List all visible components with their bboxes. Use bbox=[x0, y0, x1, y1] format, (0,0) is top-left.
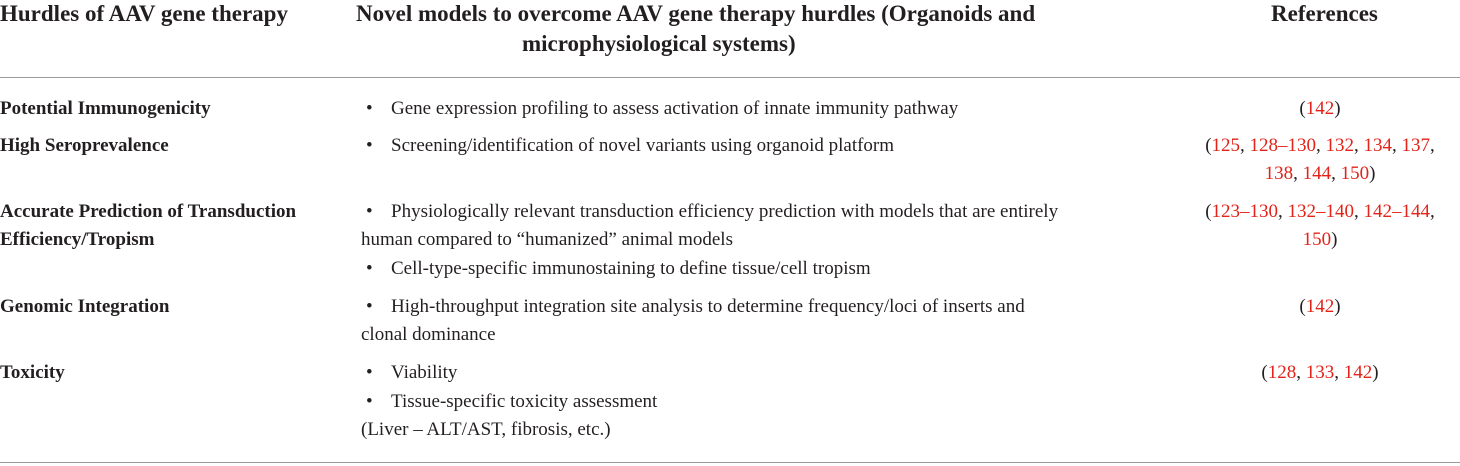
reference-link[interactable]: 142 bbox=[1343, 362, 1373, 383]
model-text: Physiologically relevant transduction efficiency prediction with models that are entirely bbox=[391, 201, 1059, 222]
header-rule bbox=[0, 77, 1460, 78]
model-text-cont: human compared to “humanized” animal models bbox=[361, 229, 733, 250]
reference-link[interactable]: 128–130 bbox=[1249, 135, 1317, 156]
reference-link[interactable]: 150 bbox=[1302, 229, 1332, 250]
model-text: Tissue-specific toxicity assessment bbox=[391, 391, 658, 412]
model-text: High-throughput integration site analysis to determine frequency/loci of inserts and bbox=[391, 296, 1025, 317]
bullet-icon: • bbox=[366, 296, 373, 317]
reference-link[interactable]: 132–140 bbox=[1287, 201, 1355, 222]
bullet-icon: • bbox=[366, 135, 373, 156]
bullet-icon: • bbox=[366, 391, 373, 412]
hurdle-label: Potential Immunogenicity bbox=[0, 98, 211, 119]
reference-link[interactable]: 142–144 bbox=[1363, 201, 1431, 222]
reference-link[interactable]: 125 bbox=[1211, 135, 1241, 156]
bottom-rule bbox=[0, 462, 1460, 463]
reference-link[interactable]: 123–130 bbox=[1211, 201, 1279, 222]
bullet-icon: • bbox=[366, 201, 373, 222]
header-models-line1: Novel models to overcome AAV gene therapy hurdles (Organoids and bbox=[356, 1, 1036, 26]
model-text: Cell-type-specific immunostaining to define tissue/cell tropism bbox=[391, 258, 871, 279]
header-references: References bbox=[1271, 1, 1378, 26]
header-hurdles: Hurdles of AAV gene therapy bbox=[0, 1, 288, 26]
model-text-note: (Liver – ALT/AST, fibrosis, etc.) bbox=[361, 419, 611, 440]
reference-link[interactable]: 128 bbox=[1267, 362, 1297, 383]
reference-link[interactable]: 132 bbox=[1325, 135, 1355, 156]
header-models-line2: microphysiological systems) bbox=[522, 31, 796, 56]
model-text-cont: clonal dominance bbox=[361, 324, 496, 345]
references-cell: (125, 128–130, 132, 134, 137, bbox=[1205, 135, 1435, 156]
model-text: Viability bbox=[391, 362, 458, 383]
model-text: Gene expression profiling to assess activation of innate immunity pathway bbox=[391, 98, 959, 119]
references-cell: (123–130, 132–140, 142–144, bbox=[1205, 201, 1435, 222]
bullet-icon: • bbox=[366, 258, 373, 279]
bullet-icon: • bbox=[366, 362, 373, 383]
reference-link[interactable]: 137 bbox=[1401, 135, 1431, 156]
references-cell-cont: 138, 144, 150) bbox=[1264, 163, 1376, 184]
reference-link[interactable]: 142 bbox=[1305, 98, 1335, 119]
references-cell-cont: 150) bbox=[1302, 229, 1338, 250]
hurdle-label-cont: Efficiency/Tropism bbox=[0, 229, 155, 250]
reference-link[interactable]: 138 bbox=[1264, 163, 1294, 184]
reference-link[interactable]: 142 bbox=[1305, 296, 1335, 317]
hurdle-label: Genomic Integration bbox=[0, 296, 170, 317]
reference-link[interactable]: 150 bbox=[1340, 163, 1370, 184]
bullet-icon: • bbox=[366, 98, 373, 119]
references-cell: (142) bbox=[1299, 296, 1341, 317]
reference-link[interactable]: 134 bbox=[1363, 135, 1393, 156]
references-cell: (142) bbox=[1299, 98, 1341, 119]
hurdle-label: Accurate Prediction of Transduction bbox=[0, 201, 297, 222]
reference-link[interactable]: 133 bbox=[1305, 362, 1335, 383]
reference-link[interactable]: 144 bbox=[1302, 163, 1332, 184]
hurdle-label: Toxicity bbox=[0, 362, 65, 383]
references-cell: (128, 133, 142) bbox=[1261, 362, 1379, 383]
hurdle-label: High Seroprevalence bbox=[0, 135, 169, 156]
model-text: Screening/identification of novel variants using organoid platform bbox=[391, 135, 895, 156]
